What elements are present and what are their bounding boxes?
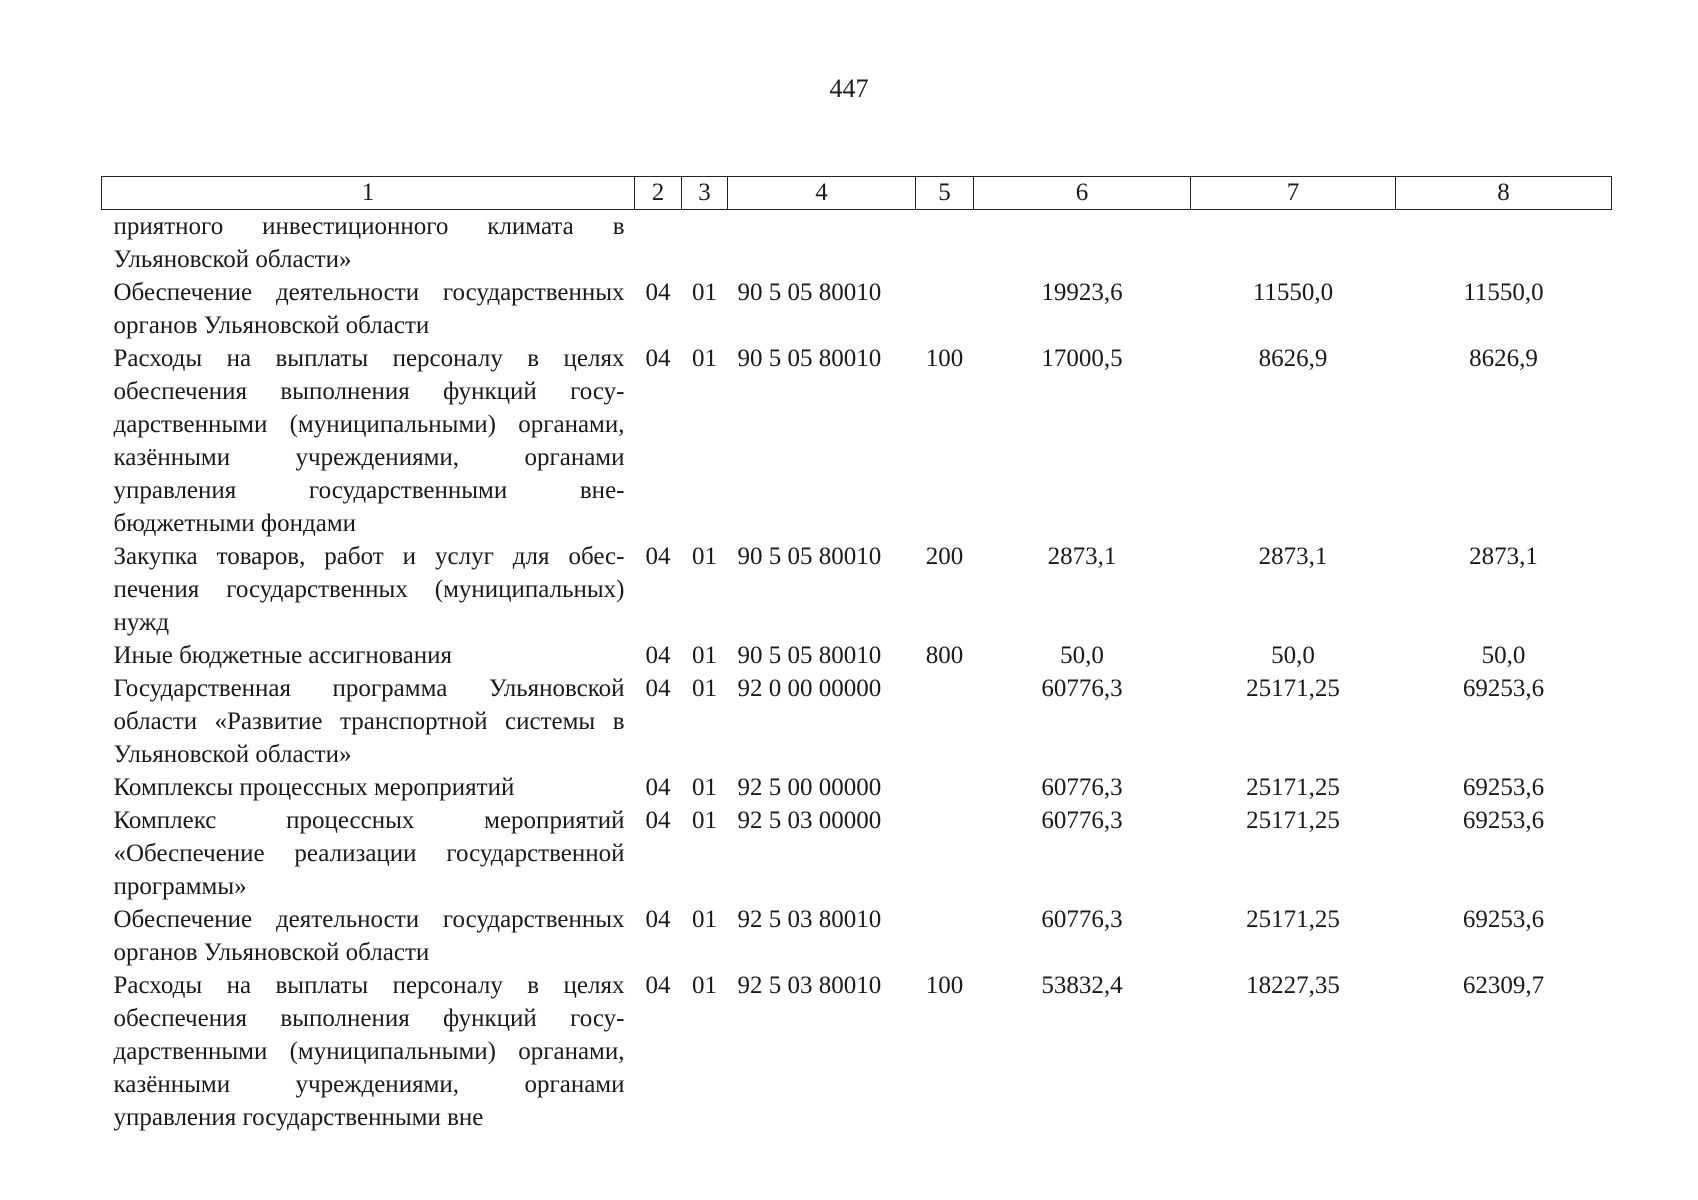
row-amount-col8: 62309,7: [1462, 972, 1545, 999]
row-amount-col7: 25171,25: [1246, 807, 1340, 834]
row-expense-type: [916, 210, 974, 277]
row-expense-type: [916, 276, 974, 342]
row-name: Расходы на выплаты персоналу в целях обеспечения выполнения функций государственными (муниципальными) органами, казёнными учреждениями, органами управления государственными внебюджетными фондами: [113, 345, 625, 537]
row-amount-col6: 50,0: [1060, 642, 1104, 669]
row-amount-col8: 69253,6: [1462, 906, 1545, 933]
row-expense-type: [916, 804, 974, 903]
row-amount-col8: [1396, 210, 1612, 277]
row-name: Обеспечение деятельности государственных органов Ульяновской области: [113, 279, 625, 339]
table-row: [102, 903, 1612, 969]
row-amount-col8: 11550,0: [1463, 279, 1544, 306]
budget-table: [101, 176, 1612, 1134]
row-subsection: 01: [692, 807, 717, 834]
row-subsection: 01: [692, 543, 717, 570]
row-target-article: 90 5 05 80010: [737, 642, 882, 669]
table-row: [102, 771, 1612, 804]
row-target-article: 92 5 03 80010: [737, 906, 882, 933]
row-name: Государственная программа Ульяновской области «Развитие транспортной системы в Ульяновской области»: [113, 675, 625, 768]
row-amount-col6: 60776,3: [1041, 774, 1123, 801]
table-row: [102, 342, 1612, 540]
row-name: Закупка товаров, работ и услуг для обеспечения государственных (муниципальных) нужд: [113, 543, 625, 636]
row-name: Комплексы процессных мероприятий: [113, 774, 515, 801]
header-col-6: 6: [974, 177, 1191, 210]
table-header: [102, 177, 1612, 210]
row-expense-type: 800: [925, 642, 964, 669]
row-subsection: 01: [692, 642, 717, 669]
row-amount-col7: 18227,35: [1246, 972, 1340, 999]
table-row: [102, 210, 1612, 277]
table-row: [102, 276, 1612, 342]
row-target-article: 90 5 05 80010: [737, 279, 882, 306]
row-amount-col8: 2873,1: [1469, 543, 1538, 570]
row-amount-col7: 8626,9: [1258, 345, 1328, 372]
table-body: [102, 210, 1612, 1135]
row-name: Комплекс процессных мероприятий «Обеспечение реализации государственной программы»: [113, 807, 625, 900]
header-col-7: 7: [1191, 177, 1396, 210]
row-target-article: 92 0 00 00000: [737, 675, 882, 702]
row-section: 04: [645, 345, 671, 372]
header-col-4: 4: [728, 177, 916, 210]
table-row: [102, 540, 1612, 639]
row-expense-type: 200: [925, 543, 964, 570]
row-amount-col7: [1191, 210, 1396, 277]
row-amount-col6: 60776,3: [1041, 807, 1123, 834]
row-amount-col8: 50,0: [1481, 642, 1526, 669]
header-col-8: 8: [1396, 177, 1612, 210]
row-amount-col8: 8626,9: [1469, 345, 1538, 372]
row-amount-col8: 69253,6: [1462, 807, 1545, 834]
header-col-1: 1: [102, 177, 635, 210]
row-section: [635, 210, 682, 277]
row-amount-col7: 25171,25: [1246, 774, 1340, 801]
row-section: 04: [645, 279, 671, 306]
row-amount-col6: 2873,1: [1047, 543, 1117, 570]
row-amount-col6: 60776,3: [1041, 906, 1123, 933]
row-section: 04: [645, 774, 671, 801]
row-amount-col7: 11550,0: [1252, 279, 1334, 306]
row-subsection: 01: [692, 345, 717, 372]
row-amount-col6: [974, 210, 1191, 277]
row-target-article: 92 5 03 80010: [737, 972, 882, 999]
header-col-3: 3: [682, 177, 728, 210]
row-name: Обеспечение деятельности государственных органов Ульяновской области: [113, 906, 625, 966]
row-subsection: 01: [692, 972, 717, 999]
row-target-article: 92 5 03 00000: [737, 807, 882, 834]
header-col-5: 5: [916, 177, 974, 210]
row-section: 04: [645, 807, 671, 834]
row-amount-col6: 17000,5: [1041, 345, 1123, 372]
row-section: 04: [645, 675, 671, 702]
row-amount-col8: 69253,6: [1462, 675, 1545, 702]
row-target-article: 90 5 05 80010: [737, 543, 882, 570]
row-target-article: 92 5 00 00000: [737, 774, 882, 801]
header-col-2: 2: [635, 177, 682, 210]
table-row: [102, 672, 1612, 771]
row-target-article: [728, 210, 916, 277]
row-amount-col7: 2873,1: [1258, 543, 1328, 570]
table-row: [102, 804, 1612, 903]
row-section: 04: [645, 972, 671, 999]
row-subsection: 01: [692, 279, 717, 306]
row-name: приятного инвестиционного климата в Ульяновской области»: [113, 213, 625, 273]
row-amount-col6: 60776,3: [1041, 675, 1123, 702]
table-row: [102, 639, 1612, 672]
row-expense-type: 100: [925, 972, 964, 999]
row-section: 04: [645, 642, 671, 669]
page-number: 447: [829, 74, 869, 103]
row-amount-col7: 50,0: [1271, 642, 1315, 669]
row-subsection: 01: [692, 906, 717, 933]
row-name: Расходы на выплаты персоналу в целях обеспечения выполнения функций государственными (муниципальными) органами, казёнными учреждениями, органами управления государственными вне: [113, 972, 625, 1131]
row-amount-col7: 25171,25: [1246, 675, 1340, 702]
header-row: [102, 177, 1612, 210]
row-amount-col6: 19923,6: [1041, 279, 1123, 306]
table-row: [102, 969, 1612, 1134]
row-subsection: [682, 210, 728, 277]
row-expense-type: [916, 903, 974, 969]
row-amount-col7: 25171,25: [1246, 906, 1340, 933]
row-subsection: 01: [692, 675, 717, 702]
row-subsection: 01: [692, 774, 717, 801]
row-expense-type: [916, 672, 974, 771]
row-section: 04: [645, 906, 671, 933]
row-target-article: 90 5 05 80010: [737, 345, 882, 372]
row-amount-col8: 69253,6: [1462, 774, 1545, 801]
row-expense-type: 100: [925, 345, 964, 372]
row-amount-col6: 53832,4: [1041, 972, 1123, 999]
row-expense-type: [916, 771, 974, 804]
row-section: 04: [645, 543, 671, 570]
row-name: Иные бюджетные ассигнования: [113, 642, 453, 669]
